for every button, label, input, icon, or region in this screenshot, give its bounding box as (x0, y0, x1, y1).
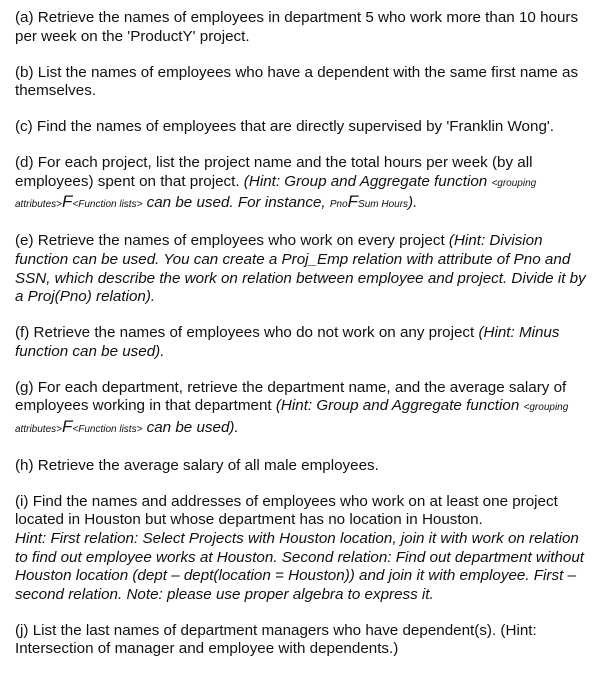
question-c-text: (c) Find the names of employees that are directly supervised by 'Franklin Wong'. (15, 118, 555, 136)
question-a-text: (a) Retrieve the names of employees in department 5 who work more than 10 hours per week on the 'ProductY' project. (15, 9, 579, 45)
question-d-hint-end: ). (408, 194, 418, 212)
question-b (15, 64, 594, 101)
question-f-hint: (Hint: Minus function can be used). (15, 324, 560, 360)
question-g-aggregate-f: F (61, 416, 73, 436)
question-i-text: (i) Find the names and addresses of employees who work on at least one project located in Houston but whose department has no location in Houston. (15, 492, 558, 529)
question-e (15, 232, 594, 306)
question-d-aggregate-f: F (61, 192, 73, 212)
question-b-text: (b) List the names of employees who have a dependent with the same first name as themselves. (15, 63, 579, 100)
question-f (15, 324, 594, 361)
question-d-pno: Pno (329, 199, 348, 211)
question-d-grouping-attributes: <grouping attributes> (15, 177, 537, 211)
question-e-hint: (Hint: Division function can be used. You can create a Proj_Emp relation with attribute of Pno and SSN, which describe the work on relation between employee and project. Divide it by a Proj(Pno) relation). (15, 232, 586, 306)
question-c (15, 118, 594, 137)
question-d-hint-mid: can be used. For instance, (142, 194, 330, 212)
question-a (15, 9, 594, 46)
question-d-function-lists: <Function lists> (72, 199, 143, 211)
question-j-text: (j) List the last names of department managers who have dependent(s). (Hint: Intersection of manager and employee with dependents.) (15, 621, 537, 658)
question-g-function-lists: <Function lists> (72, 423, 143, 435)
question-i (15, 493, 594, 605)
question-g (15, 379, 594, 440)
question-g-hint-intro: (Hint: Group and Aggregate function (275, 397, 520, 415)
question-f-text: (f) Retrieve the names of employees who do not work on any project (15, 324, 479, 342)
question-i-hint: Hint: First relation: Select Projects with Houston location, join it with work on relation to find out employee works at Houston. Second relation: Find out department without Houston location (dept – dept(location = Houston)) and join it with employee. First – second relation. Note: please use proper algebra to express it. (15, 530, 585, 603)
question-h (15, 457, 594, 476)
question-d-sum-hours: Sum Hours (358, 199, 409, 211)
question-j (15, 622, 594, 659)
question-g-grouping-attributes: <grouping attributes> (15, 402, 569, 435)
question-h-text: (h) Retrieve the average salary of all male employees. (15, 456, 379, 474)
question-d-aggregate-f2: F (347, 192, 359, 212)
question-d-text: (d) For each project, list the project name and the total hours per week (by all employees) spent on that project. (15, 154, 533, 190)
question-e-text: (e) Retrieve the names of employees who work on every project (15, 232, 449, 250)
question-d (15, 154, 594, 215)
question-d-hint-intro: (Hint: Group and Aggregate function (243, 172, 492, 190)
question-g-text: (g) For each department, retrieve the department name, and the average salary of employees working in that department (15, 378, 567, 415)
question-g-hint-end: can be used). (142, 418, 239, 436)
